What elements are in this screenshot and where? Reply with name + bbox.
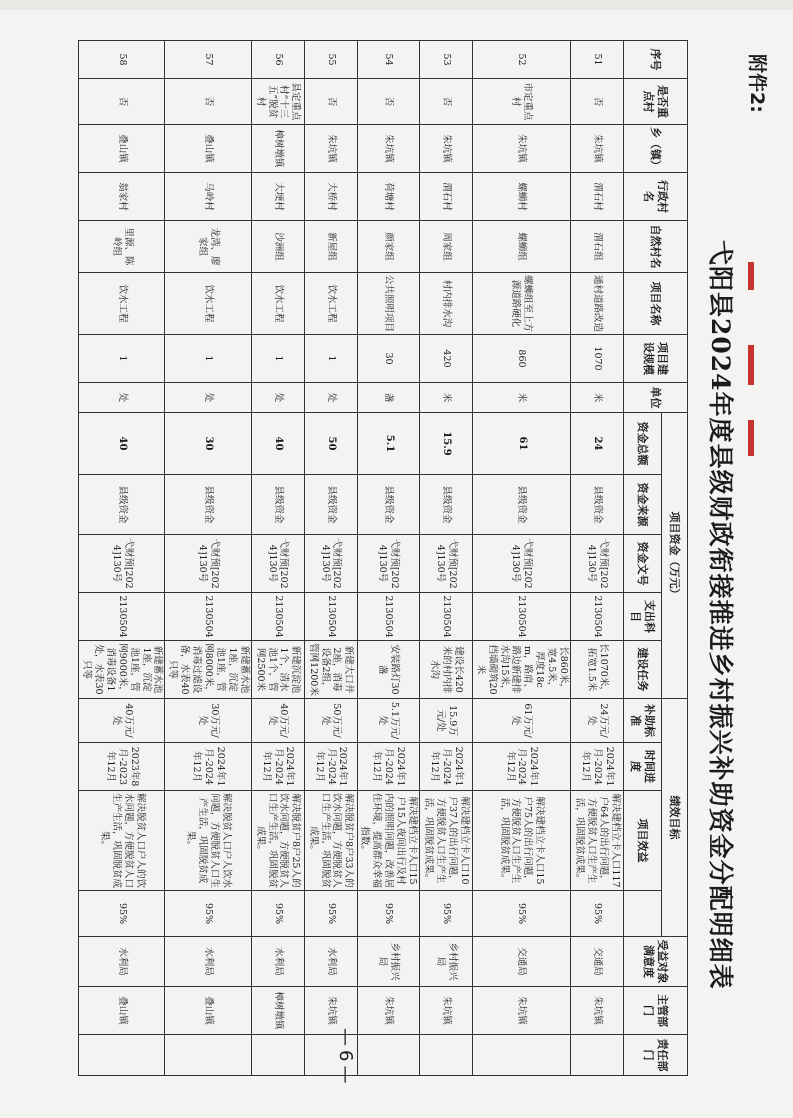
cell-scale: 30 xyxy=(357,335,419,383)
cell-key-village: 否 xyxy=(357,79,419,125)
cell-project: 公共照明项目 xyxy=(357,273,419,335)
cell-natural-village: 里源、陈岭组 xyxy=(79,221,165,273)
cell-natural-village: 螺蛳组 xyxy=(473,221,571,273)
cell-total: 61 xyxy=(473,413,571,475)
cell-subsidy: 61万元/处 xyxy=(473,699,571,743)
table-row xyxy=(357,41,419,1076)
cell-benefit: 解决建档立卡人口15户15人夜间出行及村内的照明问题，改善居住环境，提高群众幸福指数。 xyxy=(357,791,419,891)
cell-benefit: 解决建档立卡人口117户64人的出行问题，方便脱贫人口生产生活，巩固脱贫成果。 xyxy=(571,791,624,891)
cell-township: 樟树墩镇 xyxy=(251,125,304,173)
cell-source: 县级资金 xyxy=(304,475,357,535)
cell-responsible: 叠山镇 xyxy=(79,987,165,1035)
cell-unit: 处 xyxy=(304,383,357,413)
cell-manager: 水利局 xyxy=(304,937,357,987)
cell-task: 安装路灯30盏 xyxy=(357,641,419,699)
cell-project: 村内排水沟 xyxy=(420,273,473,335)
cell-natural-village: 周家组 xyxy=(420,221,473,273)
cell-remark xyxy=(79,1035,165,1076)
cell-admin-village: 渭石村 xyxy=(420,173,473,221)
cell-responsible: 朱坑镇 xyxy=(473,987,571,1035)
table-row xyxy=(79,41,165,1076)
cell-unit: 米 xyxy=(571,383,624,413)
cell-key-village: 否 xyxy=(304,79,357,125)
cell-schedule: 2024年1月-2024年12月 xyxy=(473,743,571,791)
cell-seq: 57 xyxy=(165,41,251,79)
cell-manager: 交通局 xyxy=(571,937,624,987)
cell-subject: 2130504 xyxy=(251,593,304,641)
cell-doc: 弋财预[2024]130号 xyxy=(165,535,251,593)
cell-subsidy: 40万元/处 xyxy=(251,699,304,743)
cell-satisfaction: 95% xyxy=(79,891,165,937)
table-row xyxy=(251,41,304,1076)
cell-task: 新建蓄水池1座，沉淀池1座，管网8000米，消毒过滤设备，水表40只等 xyxy=(165,641,251,699)
cell-township: 朱坑镇 xyxy=(473,125,571,173)
header-funds-source: 资金来源 xyxy=(624,475,662,535)
rotated-document xyxy=(10,40,768,1075)
cell-seq: 53 xyxy=(420,41,473,79)
cell-schedule: 2024年1月-2024年12月 xyxy=(165,743,251,791)
cell-satisfaction: 95% xyxy=(304,891,357,937)
cell-remark xyxy=(571,1035,624,1076)
cell-task: 新建大口井2座，消毒设备2组，管网1200米 xyxy=(304,641,357,699)
cell-scale: 1 xyxy=(304,335,357,383)
cell-subject: 2130504 xyxy=(473,593,571,641)
table-row xyxy=(304,41,357,1076)
cell-project: 饮水工程 xyxy=(165,273,251,335)
cell-scale: 1 xyxy=(79,335,165,383)
cell-natural-village: 新屋组 xyxy=(304,221,357,273)
table-row xyxy=(165,41,251,1076)
cell-township: 叠山镇 xyxy=(79,125,165,173)
cell-source: 县级资金 xyxy=(165,475,251,535)
cell-admin-village: 翁家村 xyxy=(79,173,165,221)
cell-responsible: 樟树墩镇 xyxy=(251,987,304,1035)
cell-doc: 弋财预[2024]130号 xyxy=(473,535,571,593)
cell-satisfaction: 95% xyxy=(251,891,304,937)
cell-admin-village: 马岭村 xyxy=(165,173,251,221)
cell-project: 饮水工程 xyxy=(79,273,165,335)
cell-benefit: 解决建档立卡人口10户37人的出行问题，方便脱贫人口生产生活，巩固脱贫成果。 xyxy=(420,791,473,891)
cell-manager: 水利局 xyxy=(251,937,304,987)
red-mark-lower xyxy=(748,420,754,456)
header-task: 建设任务 xyxy=(624,641,662,699)
cell-seq: 51 xyxy=(571,41,624,79)
cell-scale: 1070 xyxy=(571,335,624,383)
cell-manager: 水利局 xyxy=(165,937,251,987)
cell-seq: 54 xyxy=(357,41,419,79)
cell-responsible: 叠山镇 xyxy=(165,987,251,1035)
cell-total: 5.1 xyxy=(357,413,419,475)
cell-subject: 2130504 xyxy=(357,593,419,641)
cell-admin-village: 螺蛳村 xyxy=(473,173,571,221)
cell-project: 饮水工程 xyxy=(304,273,357,335)
cell-manager: 乡村振兴局 xyxy=(357,937,419,987)
cell-total: 24 xyxy=(571,413,624,475)
cell-natural-village: 沙洲组 xyxy=(251,221,304,273)
cell-source: 县级资金 xyxy=(420,475,473,535)
header-schedule: 时间进度 xyxy=(624,743,662,791)
cell-total: 15.9 xyxy=(420,413,473,475)
cell-subject: 2130504 xyxy=(79,593,165,641)
cell-doc: 弋财预[2024]130号 xyxy=(357,535,419,593)
header-admin-village: 行政村名 xyxy=(624,173,688,221)
cell-doc: 弋财预[2024]130号 xyxy=(420,535,473,593)
cell-project: 螺蛳组至上方源道路硬化 xyxy=(473,273,571,335)
cell-subsidy: 5.1万元/处 xyxy=(357,699,419,743)
cell-township: 朱坑镇 xyxy=(357,125,419,173)
cell-scale: 860 xyxy=(473,335,571,383)
cell-schedule: 2024年1月-2024年12月 xyxy=(571,743,624,791)
header-expense-subject: 支出科目 xyxy=(624,593,662,641)
header-natural-village: 自然村名 xyxy=(624,221,688,273)
cell-satisfaction: 95% xyxy=(420,891,473,937)
cell-scale: 1 xyxy=(251,335,304,383)
cell-satisfaction: 95% xyxy=(357,891,419,937)
cell-satisfaction: 95% xyxy=(165,891,251,937)
cell-subsidy: 24万元/处 xyxy=(571,699,624,743)
cell-benefit: 解决脱贫人口户人的饮水问题，方便脱贫人口生产生活，巩固脱贫成果。 xyxy=(79,791,165,891)
cell-doc: 弋财预[2024]130号 xyxy=(251,535,304,593)
cell-manager: 乡村振兴局 xyxy=(420,937,473,987)
cell-seq: 58 xyxy=(79,41,165,79)
cell-key-village: 否 xyxy=(571,79,624,125)
cell-seq: 55 xyxy=(304,41,357,79)
header-subsidy: 补助标准 xyxy=(624,699,662,743)
cell-doc: 弋财预[2024]130号 xyxy=(79,535,165,593)
header-funds-total: 资金总额 xyxy=(624,413,662,475)
cell-admin-village: 荷塘村 xyxy=(357,173,419,221)
header-goals-group: 绩效目标 xyxy=(662,699,688,937)
cell-township: 朱坑镇 xyxy=(571,125,624,173)
header-satisfaction: 受益对象满意度 xyxy=(624,937,688,987)
cell-unit: 盏 xyxy=(357,383,419,413)
cell-subsidy: 40万元/处 xyxy=(79,699,165,743)
cell-natural-village: 颜家组 xyxy=(357,221,419,273)
cell-remark xyxy=(165,1035,251,1076)
cell-project: 通村道路改造 xyxy=(571,273,624,335)
cell-township: 朱坑镇 xyxy=(304,125,357,173)
cell-subsidy: 30万元/处 xyxy=(165,699,251,743)
cell-unit: 米 xyxy=(473,383,571,413)
cell-benefit: 解决建档立卡人口15户75人的出行问题，方便脱贫人口生产生活，巩固脱贫成果。 xyxy=(473,791,571,891)
header-township: 乡（镇） xyxy=(624,125,688,173)
cell-scale: 1 xyxy=(165,335,251,383)
table-row xyxy=(420,41,473,1076)
cell-schedule: 2023年8月-2023年12月 xyxy=(79,743,165,791)
cell-source: 县级资金 xyxy=(79,475,165,535)
cell-task: 新建沉淀池1个，清水池1个，管网2500米 xyxy=(251,641,304,699)
cell-schedule: 2024年1月-2024年12月 xyxy=(251,743,304,791)
cell-task: 长860米，宽4.5米，厚度18cm，路肩、路边新建排水沟15米，挡墙砌筑20米 xyxy=(473,641,571,699)
cell-seq: 56 xyxy=(251,41,304,79)
red-mark-middle xyxy=(748,345,754,385)
cell-remark xyxy=(251,1035,304,1076)
cell-subject: 2130504 xyxy=(165,593,251,641)
cell-subject: 2130504 xyxy=(420,593,473,641)
cell-project: 饮水工程 xyxy=(251,273,304,335)
cell-benefit: 解决脱贫户8户33人的饮水问题，方便脱贫人口生产生活，巩固脱贫成果。 xyxy=(304,791,357,891)
cell-remark xyxy=(420,1035,473,1076)
cell-schedule: 2024年1月-2024年12月 xyxy=(357,743,419,791)
header-seq: 序号 xyxy=(624,41,688,79)
cell-doc: 弋财预[2024]130号 xyxy=(571,535,624,593)
cell-manager: 交通局 xyxy=(473,937,571,987)
cell-key-village: 市定重点村 xyxy=(473,79,571,125)
header-project-name: 项目名称 xyxy=(624,273,688,335)
cell-unit: 处 xyxy=(251,383,304,413)
cell-total: 50 xyxy=(304,413,357,475)
cell-schedule: 2024年1月-2024年12月 xyxy=(304,743,357,791)
cell-seq: 52 xyxy=(473,41,571,79)
cell-manager: 水利局 xyxy=(79,937,165,987)
page-edge xyxy=(0,0,793,10)
cell-remark xyxy=(473,1035,571,1076)
header-benefit: 项目效益 xyxy=(624,791,662,891)
cell-doc: 弋财预[2024]130号 xyxy=(304,535,357,593)
cell-admin-village: 渭石村 xyxy=(571,173,624,221)
cell-benefit: 解决脱贫户8户25人的饮水问题，方便脱贫人口生产生活，巩固脱贫成果。 xyxy=(251,791,304,891)
cell-key-village: 县定重点村“十三五”脱贫村 xyxy=(251,79,304,125)
table-row xyxy=(571,41,624,1076)
cell-unit: 米 xyxy=(420,383,473,413)
cell-key-village: 否 xyxy=(79,79,165,125)
cell-unit: 处 xyxy=(165,383,251,413)
cell-responsible: 朱坑镇 xyxy=(571,987,624,1035)
cell-unit: 处 xyxy=(79,383,165,413)
cell-task: 建设长420米的村内排水沟 xyxy=(420,641,473,699)
cell-remark xyxy=(357,1035,419,1076)
cell-responsible: 朱坑镇 xyxy=(304,987,357,1035)
attachment-label: 附件2: xyxy=(746,54,768,113)
cell-source: 县级资金 xyxy=(251,475,304,535)
header-key-village: 是否重点村 xyxy=(624,79,688,125)
cell-total: 40 xyxy=(79,413,165,475)
cell-subject: 2130504 xyxy=(304,593,357,641)
red-mark-top xyxy=(748,262,754,290)
table-row xyxy=(473,41,571,1076)
document-title: 弋阳县2024年度县级财政衔接推进乡村振兴补助资金分配明细表 xyxy=(706,240,735,990)
cell-total: 30 xyxy=(165,413,251,475)
header-funds-group: 项目资金（万元） xyxy=(662,413,688,699)
header-unit: 单位 xyxy=(624,383,688,413)
cell-township: 叠山镇 xyxy=(165,125,251,173)
cell-subject: 2130504 xyxy=(571,593,624,641)
cell-key-village: 否 xyxy=(420,79,473,125)
cell-satisfaction: 95% xyxy=(473,891,571,937)
cell-total: 40 xyxy=(251,413,304,475)
page-number: —6— xyxy=(335,1028,356,1088)
cell-subsidy: 50万元/处 xyxy=(304,699,357,743)
header-scale: 项目建设规模 xyxy=(624,335,688,383)
header-dept-manager: 主管部门 xyxy=(624,987,688,1035)
cell-responsible: 朱坑镇 xyxy=(357,987,419,1035)
cell-source: 县级资金 xyxy=(571,475,624,535)
cell-natural-village: 渭石组 xyxy=(571,221,624,273)
cell-natural-village: 龙湾、廖家组 xyxy=(165,221,251,273)
cell-subsidy: 15.9万元/处 xyxy=(420,699,473,743)
cell-admin-village: 大埂村 xyxy=(251,173,304,221)
cell-scale: 420 xyxy=(420,335,473,383)
allocation-table xyxy=(78,40,688,1076)
cell-schedule: 2024年1月-2024年12月 xyxy=(420,743,473,791)
cell-task: 新建蓄水池1座，沉淀池1座，管网9000米，消毒设备1处，水表30只等 xyxy=(79,641,165,699)
cell-benefit: 解决脱贫人口户人饮水问题，方便脱贫人口生产生活，巩固脱贫成果。 xyxy=(165,791,251,891)
cell-key-village: 否 xyxy=(165,79,251,125)
cell-satisfaction: 95% xyxy=(571,891,624,937)
cell-source: 县级资金 xyxy=(357,475,419,535)
header-funds-doc: 资金文号 xyxy=(624,535,662,593)
cell-task: 长1070米，拓宽1.5米 xyxy=(571,641,624,699)
cell-township: 朱坑镇 xyxy=(420,125,473,173)
cell-source: 县级资金 xyxy=(473,475,571,535)
cell-admin-village: 大桥村 xyxy=(304,173,357,221)
cell-responsible: 朱坑镇 xyxy=(420,987,473,1035)
header-dept-responsible: 责任部门 xyxy=(624,1035,688,1076)
